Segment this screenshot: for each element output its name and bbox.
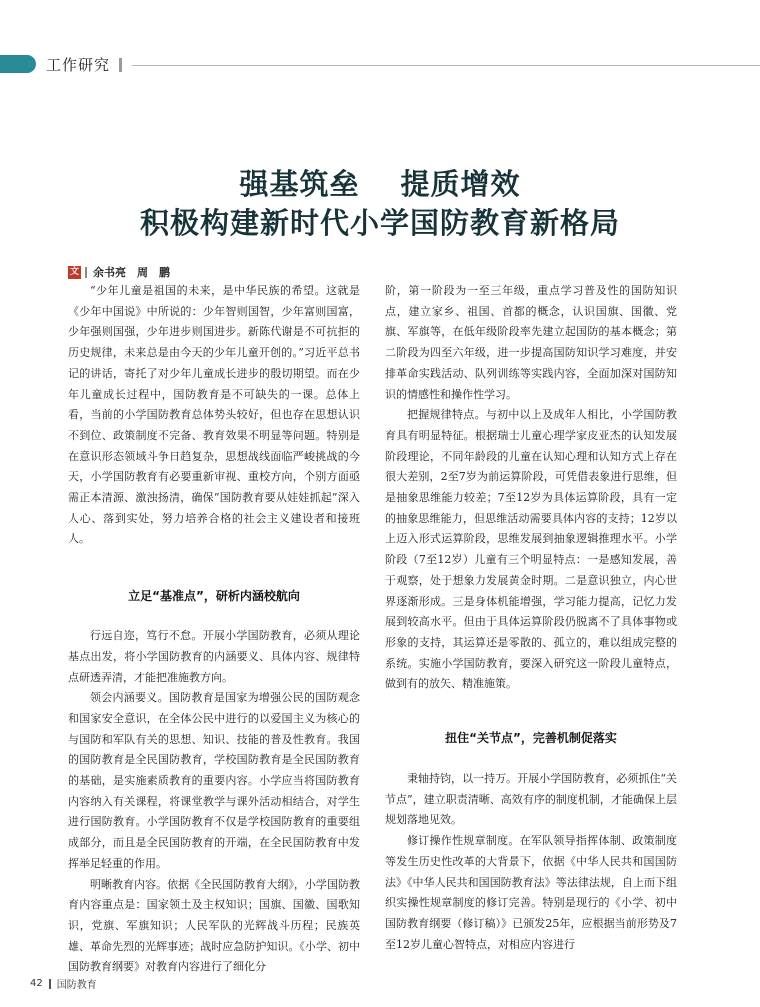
wen-icon: 文 [69,266,79,277]
left-column [68,281,360,978]
paragraph: 把握规律特点。与初中以上及成年人相比，小学国防教育具有明显特征。根据瑞士儿童心理学家皮亚杰的认知发展阶段理论，不同年龄段的儿童在认知心理和认知方式上存在很大差别，2至7岁为前运算阶段，可凭借表象进行思维，但是抽象思维能力较差；7至12岁为具体运算阶段，具有一定的抽象思维能力，但思维活动需要具体内容的支持；12岁以上迈入形式运算阶段，思维发展到抽象逻辑推理水平。小学阶段（7至12岁）儿童有三个明显特点：一是感知发展，善于观察，处于想象力发展黄金时期。二是意识独立，内心世界逐渐形成。三是身体机能增强，学习能力提高，记忆力发展到较高水平。但由于具体运算阶段仍脱离不了具体事物或形象的支持，其运算还是零散的、孤立的，难以组成完整的系统。实施小学国防教育，要深入研究这一阶段儿童特点，做到有的放矢、精准施策。 [385,408,677,691]
paragraph: 明晰教育内容。依据《全民国防教育大纲》，小学国防教育内容重点是：国家领土及主权知识；国旗、国徽、国歌知识，党旗、军旗知识；人民军队的光辉战斗历程；民族英雄、革命先烈的光辉事迹；战时应急防护知识。《小学、初中国防教育纲要》对教育内容进行了细化分 [68,877,360,974]
paragraph: 阶，第一阶段为一至三年级，重点学习普及性的国防知识点，建立家乡、祖国、首都的概念，认识国旗、国徽、党旗、军旗等，在低年级阶段率先建立起国防的基本概念；第二阶段为四至六年级，进一步提高国防知识学习难度，并安排革命实践活动、队列训练等实践内容，全面加深对国防知识的情感性和操作性学习。 [385,284,677,401]
page-number: 42 [30,978,43,989]
paragraph: 秉轴持钧，以一持万。开展小学国防教育，必须抓住“关节点”，建立职责清晰、高效有序的制度机制，才能确保上层规划落地见效。 [385,772,677,827]
section-heading: 立足“基准点”，研析内涵校航向 [128,589,300,604]
journal-name: 国防教育 [56,980,97,991]
page-footer [30,976,97,991]
section-tab-marker [0,55,36,73]
right-column [385,281,677,955]
section-heading: 扭住“关节点”，完善机制促落实 [445,731,617,746]
article-title-line-2: 积极构建新时代小学国防教育新格局 [139,206,620,240]
section-divider-bar [119,58,122,72]
paragraph: 修订操作性规章制度。在军队领导指挥体制、政策制度等发生历史性改革的大背景下，依据《中华人民共和国国防法》《中华人民共和国国防教育法》等法律法规，自上而下组织实操性规章制度的修订完善。特别是现行的《小学、初中国防教育纲要（修订稿）》已颁发25年，应根据当前形势及7至12岁儿童心智特点，对相应内容进行 [385,834,677,951]
section-label: 工作研究 [46,56,111,74]
article-title-line-1: 强基筑垒 提质增效 [239,167,521,201]
header-rule [132,65,760,66]
paragraph: “少年儿童是祖国的未来，是中华民族的希望。这就是《少年中国说》中所说的：少年智则国智，少年富则国富，少年强则国强，少年进步则国进步。新陈代谢是不可抗拒的历史规律，未来总是由今天的少年儿童开创的。”习近平总书记的讲话，寄托了对少年儿童成长进步的殷切期望。而在少年儿童成长过程中，国防教育是不可缺失的一课。总体上看，当前的小学国防教育总体势头较好，但也存在思想认识不到位、政策制度不完备、教育效果不明显等问题。特别是在意识形态领域斗争日趋复杂，思想战线面临严峻挑战的今天，小学国防教育有必要重新审视、重校方向，个别方面亟需正本清源、激浊扬清，确保“国防教育要从娃娃抓起”深入人心、落到实处，努力培养合格的社会主义建设者和接班人。 [68,284,360,546]
paragraph: 行远自迩，笃行不怠。开展小学国防教育，必须从理论基点出发，将小学国防教育的内涵要义、具体内容、规律特点研透弄清，才能把准施教方向。 [68,629,360,684]
paragraph: 领会内涵要义。国防教育是国家为增强公民的国防观念和国家安全意识，在全体公民中进行的以爱国主义为核心的与国防和军队有关的思想、知识、技能的普及性教育。我国的国防教育是全民国防教育，学校国防教育是全民国防教育的基础，是实施素质教育的重要内容。小学应当将国防教育内容纳入有关课程，将课堂教学与课外活动相结合，对学生进行国防教育。小学国防教育不仅是学校国防教育的重要组成部分，而且是全民国防教育的开端，在全民国防教育中发挥举足轻重的作用。 [68,691,360,870]
byline [68,264,170,280]
footer-divider [49,979,51,989]
byline-divider [85,267,87,278]
authors: 余书亮 周 鹏 [93,266,170,279]
